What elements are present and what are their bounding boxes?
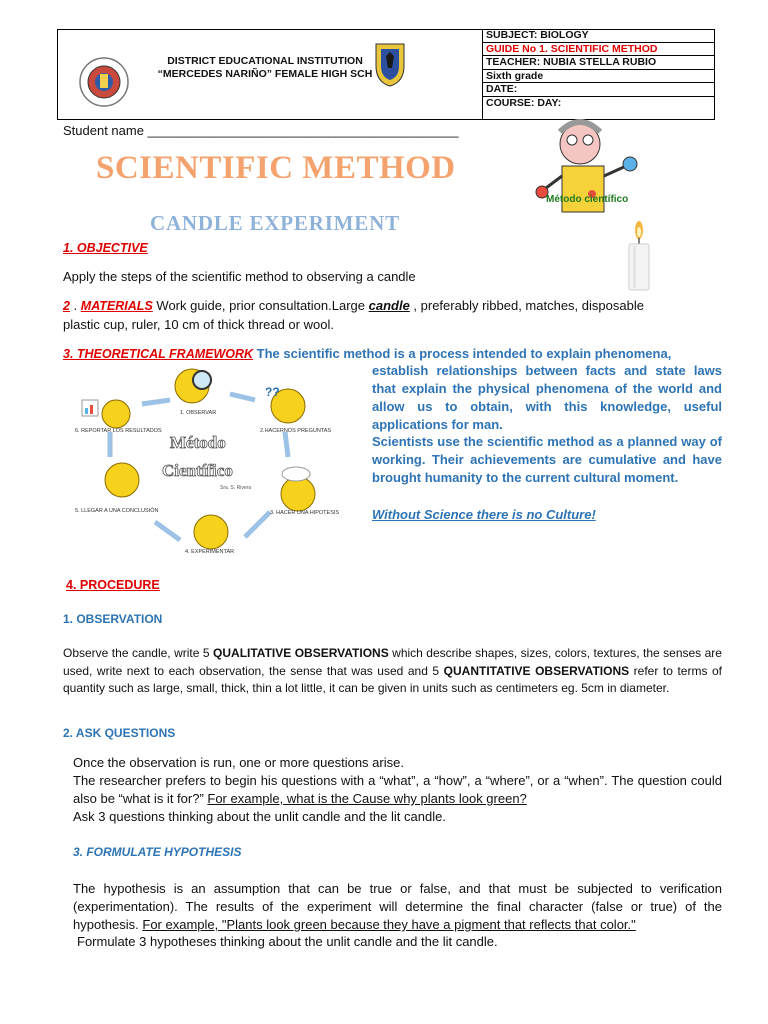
observation-heading: 1. OBSERVATION [63, 612, 163, 626]
diagram-author: Sra. S. Rivera [220, 485, 252, 491]
diagram-step-2: 2.HACERNOS PREGUNTAS [260, 428, 332, 434]
diagram-step-4: 4. EXPERIMENTAR [185, 549, 235, 555]
observation-text-2: which describe shapes, sizes, colors, textures, the senses are used, write next to each observation, the sense that was used and 5 [63, 646, 722, 678]
questions-heading: 2. ASK QUESTIONS [63, 726, 176, 740]
framework-first-line [63, 345, 723, 363]
framework-line-1: The scientific method is a process intended to explain phenomena, [253, 346, 672, 361]
student-name-line: Student name ___________________________________________ [63, 123, 459, 138]
observation-text-3: refer to terms of quantity such as large, small, thick, thin a lot little, it can be given in units such as centimeters eg. 5cm in diameter. [63, 663, 723, 695]
school-line-2: “MERCEDES NARIÑO” FEMALE HIGH SCH [157, 68, 373, 80]
scientist-caption: Método científico [546, 194, 629, 205]
questions-line-2-text: The researcher prefers to begin his questions with a “what”, a “how”, a “where”, or a “when”. The question could also be “what is it for?” [73, 773, 722, 806]
hypothesis-heading: 3. FORMULATE HYPOTHESIS [73, 845, 242, 859]
framework-paragraph-1: establish relationships between facts and state laws that explain the physical phenomena of the world and allow us to obtain, with this knowledge, useful applications for man. [372, 363, 722, 432]
questions-line-3: Ask 3 questions thinking about the unlit candle and the lit candle. [73, 809, 446, 824]
subject-cell: SUBJECT: BIOLOGY [483, 29, 715, 43]
date-cell: DATE: [483, 83, 715, 97]
svg-text:??: ?? [265, 385, 280, 399]
diagram-center-line-1: Método [170, 433, 226, 452]
grade-cell: Sixth grade [483, 70, 715, 84]
header-info-cells [482, 29, 715, 120]
materials-text-a: Work guide, prior consultation.Large [152, 298, 369, 313]
observation-bold-1: QUALITATIVE OBSERVATIONS [213, 646, 389, 660]
questions-line-1: Once the observation is run, one or more questions arise. [73, 755, 404, 770]
diagram-step-1: 1. OBSERVAR [180, 410, 217, 416]
diagram-step-5: 5. LLEGAR A UNA CONCLUSIÓN [75, 508, 159, 514]
diagram-center-line-2: Científico [162, 461, 233, 480]
page-title: SCIENTIFIC METHOD [96, 150, 456, 186]
materials-line-2: plastic cup, ruler, 10 cm of thick thread or wool. [63, 317, 334, 332]
framework-quote: Without Science there is no Culture! [372, 507, 596, 522]
materials-text-b: , preferably ribbed, matches, disposable [409, 298, 644, 313]
diagram-step-3: 3. HACER UNA HIPOTESIS [270, 510, 340, 516]
objective-heading: 1. OBJECTIVE [63, 241, 148, 255]
questions-line-2 [73, 772, 722, 808]
hypothesis-text: The hypothesis is an assumption that can be true or false, and that must be subjected to verification (experimentation). The results of the experiment will determine the final character (false or true) of the hypothesis. [73, 881, 722, 932]
observation-text-1: Observe the candle, write 5 [63, 646, 214, 660]
candle-image [622, 218, 656, 292]
diagram-step-6: 6. REPORTAR LOS RESULTADOS [75, 428, 162, 434]
school-name [135, 55, 395, 81]
teacher-cell: TEACHER: NUBIA STELLA RUBIO [483, 56, 715, 70]
objective-text: Apply the steps of the scientific method to observing a candle [63, 269, 416, 284]
guide-cell: GUIDE No 1. SCIENTIFIC METHOD [483, 43, 715, 57]
framework-heading: 3. THEORETICAL FRAMEWORK [63, 347, 254, 361]
school-seal-logo [78, 56, 130, 108]
bogota-coat-of-arms-logo [370, 40, 410, 88]
materials-candle: candle [368, 298, 410, 313]
hypothesis-paragraph [73, 880, 722, 934]
observation-paragraph [63, 645, 722, 698]
procedure-heading: 4. PROCEDURE [66, 578, 160, 592]
hypothesis-line-2: Formulate 3 hypotheses thinking about the unlit candle and the lit candle. [77, 934, 498, 949]
materials-number: 2 [63, 299, 70, 313]
course-cell: COURSE: DAY: [486, 96, 562, 109]
page-subtitle: CANDLE EXPERIMENT [150, 211, 400, 235]
framework-paragraph-2: Scientists use the scientific method as a planned way of working. Their achievements are cumulative and have brought humanity to the current cultural moment. [372, 434, 722, 485]
school-line-1: DISTRICT EDUCATIONAL INSTITUTION [167, 55, 363, 67]
questions-example: For example, what is the Cause why plants look green? [207, 791, 527, 806]
materials-dot: . [69, 298, 81, 313]
materials-heading: MATERIALS [80, 299, 153, 313]
materials-paragraph [63, 297, 723, 315]
hypothesis-example: For example, "Plants look green because they have a pigment that reflects that color." [142, 917, 636, 932]
scientific-method-diagram [70, 362, 350, 562]
observation-bold-2: QUANTITATIVE OBSERVATIONS [443, 663, 630, 678]
